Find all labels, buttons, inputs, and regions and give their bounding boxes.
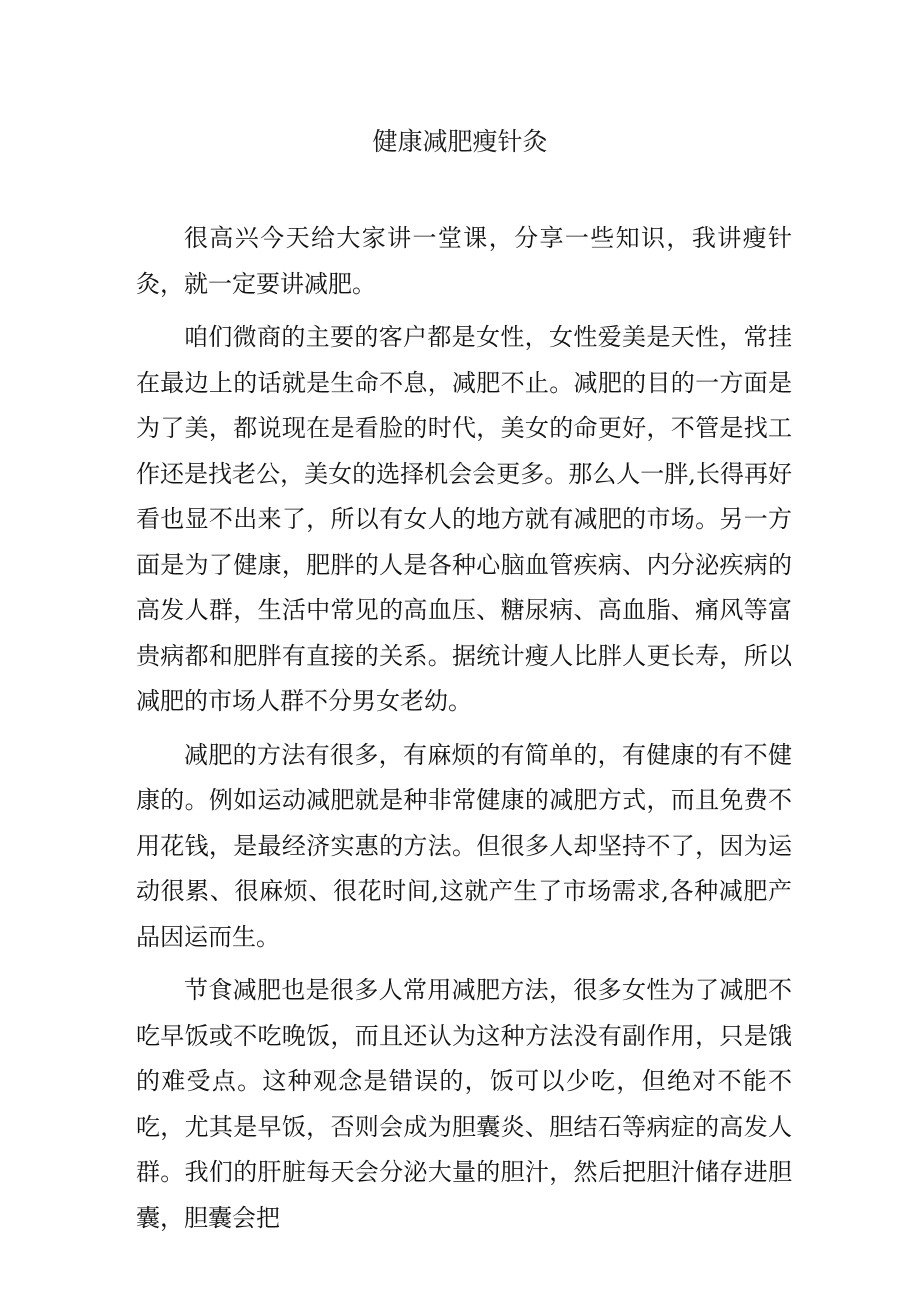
paragraph-methods: 减肥的方法有很多，有麻烦的有简单的，有健康的有不健康的。例如运动减肥就是种非常健康的减肥方式，而且免费不用花钱，是最经济实惠的方法。但很多人却坚持不了，因为运动很累、很麻烦、很花时间,这就产生了市场需求,各种减肥产品因运而生。 [136, 740, 792, 951]
document-title: 健康减肥瘦针灸 [372, 127, 548, 156]
paragraph-diet: 节食减肥也是很多人常用减肥方法，很多女性为了减肥不吃早饭或不吃晚饭，而且还认为这种方法没有副作用，只是饿的难受点。这种观念是错误的，饭可以少吃，但绝对不能不吃，尤其是早饭，否则会成为胆囊炎、胆结石等病症的高发人群。我们的肝脏每天会分泌大量的胆汁，然后把胆汁储存进胆囊，胆囊会把 [136, 976, 792, 1232]
paragraph-intro: 很高兴今天给大家讲一堂课，分享一些知识，我讲瘦针灸，就一定要讲减肥。 [136, 224, 792, 298]
paragraph-market: 咱们微商的主要的客户都是女性，女性爱美是天性，常挂在最边上的话就是生命不息，减肥不止。减肥的目的一方面是为了美，都说现在是看脸的时代，美女的命更好，不管是找工作还是找老公，美女的选择机会会更多。那么人一胖,长得再好看也显不出来了，所以有女人的地方就有减肥的市场。另一方面是为了健康，肥胖的人是各种心脑血管疾病、内分泌疾病的高发人群，生活中常见的高血压、糖尿病、高血脂、痛风等富贵病都和肥胖有直接的关系。据统计瘦人比胖人更长寿，所以减肥的市场人群不分男女老幼。 [136, 323, 792, 715]
document-body [136, 216, 792, 1249]
